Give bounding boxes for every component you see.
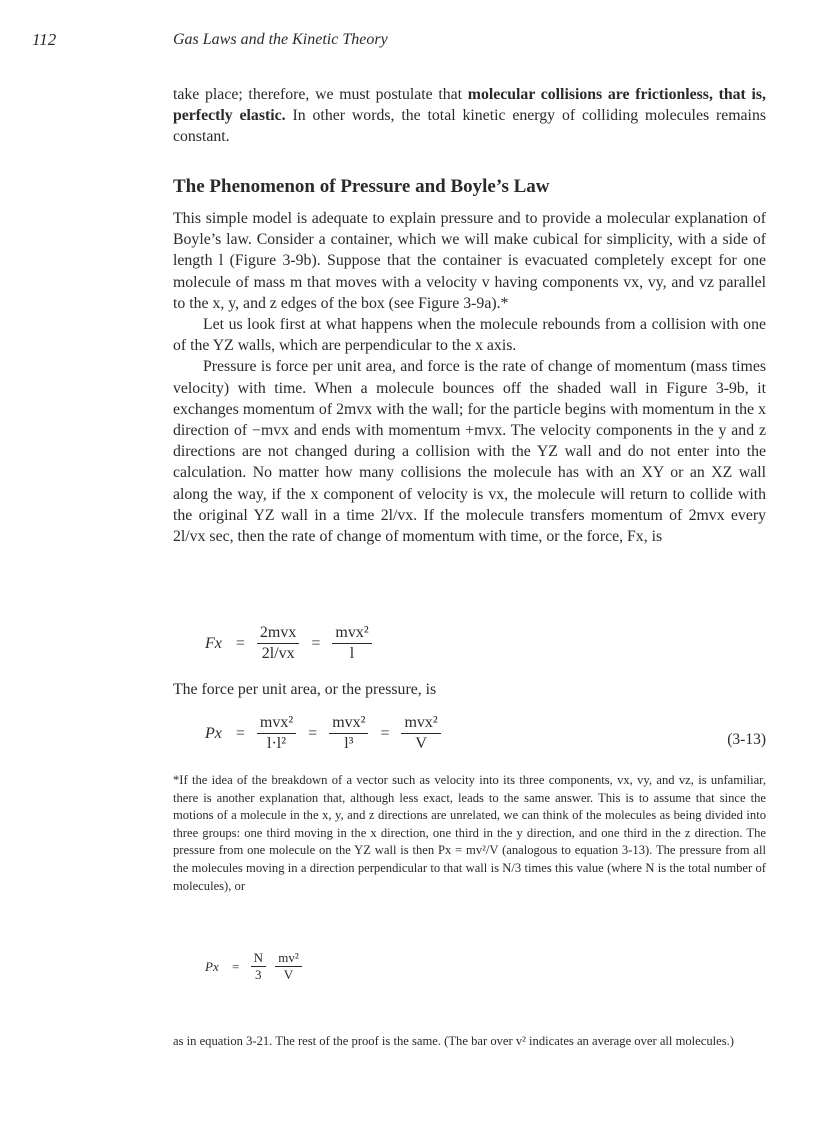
eq2-equals-3: =: [380, 724, 390, 742]
equation-force: [200, 623, 375, 664]
footnote-end-text: as in equation 3-21. The rest of the proof is the same. (The bar over v² indicates an average over all molecules.): [173, 1034, 734, 1048]
footnote-eq-lhs: Px: [205, 958, 219, 974]
running-head: Gas Laws and the Kinetic Theory: [173, 31, 388, 48]
eq1-frac2-denominator: l: [349, 645, 355, 662]
intro-text-end: In other words, the total kinetic energy of colliding molecules remains constant.: [173, 107, 766, 146]
eq2-frac2-numerator: mvx²: [329, 713, 368, 734]
paragraph-2: Let us look first at what happens when the molecule rebounds from a collision with one of the YZ walls, which are perpendicular to the x axis.: [173, 316, 766, 355]
eq2-equals-2: =: [308, 724, 318, 742]
section-heading: The Phenomenon of Pressure and Boyle’s Law: [173, 176, 550, 197]
eq2-equals-1: =: [235, 724, 245, 742]
eq1-frac1-denominator: 2l/vx: [261, 645, 295, 662]
page-number: 112: [32, 30, 57, 49]
eq2-fraction-3: [401, 713, 440, 754]
intro-paragraph: [173, 84, 766, 148]
eq2-frac3-denominator: V: [415, 735, 427, 752]
intro-bold-text: molecular collisions are frictionless, that is, perfectly elastic.: [173, 86, 766, 125]
footnote-eq-frac2-denominator: V: [283, 967, 294, 982]
intro-text-start: take place; therefore, we must postulate that: [173, 86, 468, 103]
eq1-fraction-2: [332, 623, 371, 664]
eq2-fraction-1: [257, 713, 296, 754]
eq2-lhs: Px: [205, 724, 222, 742]
eq1-frac1-numerator: 2mvx: [257, 623, 299, 644]
equation-number: (3-13): [727, 731, 766, 748]
eq1-equals-1: =: [235, 634, 245, 652]
eq1-lhs: Fx: [205, 634, 222, 652]
section-body: [173, 208, 766, 547]
paragraph-3: Pressure is force per unit area, and force is the rate of change of momentum (mass times velocity) with time. When a molecule bounces off the shaded wall in Figure 3-9b, it exchanges momentum of 2mvx with the wall; for the particle begins with momentum in the x direction of −mvx and ends with momentum +mvx. The velocity components in the y and z directions are not changed during a collision with the YZ wall and do not enter into the calculation. No matter how many collisions the molecule has with an XY or an XZ wall along the way, if the x component of velocity is vx, the molecule will return to collide with the original YZ wall in a time 2l/vx. If the molecule transfers momentum of 2mvx every 2l/vx sec, then the rate of change of momentum with time, or the force, Fx, is: [173, 358, 766, 546]
footnote: [173, 772, 766, 895]
footnote-eq-frac2-numerator: mv²: [275, 950, 302, 967]
footnote-eq-fraction-1: [251, 950, 266, 983]
footnote-eq-frac1-denominator: 3: [255, 967, 262, 982]
footnote-eq-frac1-numerator: N: [251, 950, 266, 967]
footnote-equation: [200, 950, 305, 983]
eq1-fraction-1: [257, 623, 299, 664]
footnote-eq-equals: =: [231, 958, 240, 974]
footnote-text: *If the idea of the breakdown of a vector such as velocity into its three components, vx, vy, and vz, is unfamiliar, there is another explanation that, although less exact, leads to the same answer. This is to assume that since the motions of a molecule in the x, y, and z directions are unrelated, we can think of the molecules as being divided into three groups: one third moving in the x direction, one third in the y direction, and one third in the z direction. The pressure from one molecule on the YZ wall is then Px = mv²/V (analogous to equation 3-13). The pressure from all the molecules moving in a direction perpendicular to that wall is N/3 times this value (where N is the total number of molecules), or: [173, 773, 766, 893]
eq1-frac2-numerator: mvx²: [332, 623, 371, 644]
eq2-frac3-numerator: mvx²: [401, 713, 440, 734]
eq1-equals-2: =: [311, 634, 321, 652]
eq2-frac2-denominator: l³: [344, 735, 354, 752]
eq2-frac1-numerator: mvx²: [257, 713, 296, 734]
eq2-frac1-denominator: l·l²: [267, 735, 287, 752]
paragraph-1: This simple model is adequate to explain pressure and to provide a molecular explanation of Boyle’s law. Consider a container, which we will make cubical for simplicity, with a side of length l (Figure 3-9b). Suppose that the container is evacuated completely except for one molecule of mass m that moves with a velocity v having components vx, vy, and vz parallel to the x, y, and z edges of the box (see Figure 3-9a).*: [173, 210, 766, 312]
footnote-eq-fraction-2: [275, 950, 302, 983]
eq2-fraction-2: [329, 713, 368, 754]
equation-pressure: [200, 713, 444, 754]
footnote-end: [173, 1033, 766, 1051]
force-area-text: The force per unit area, or the pressure, is: [173, 681, 437, 698]
